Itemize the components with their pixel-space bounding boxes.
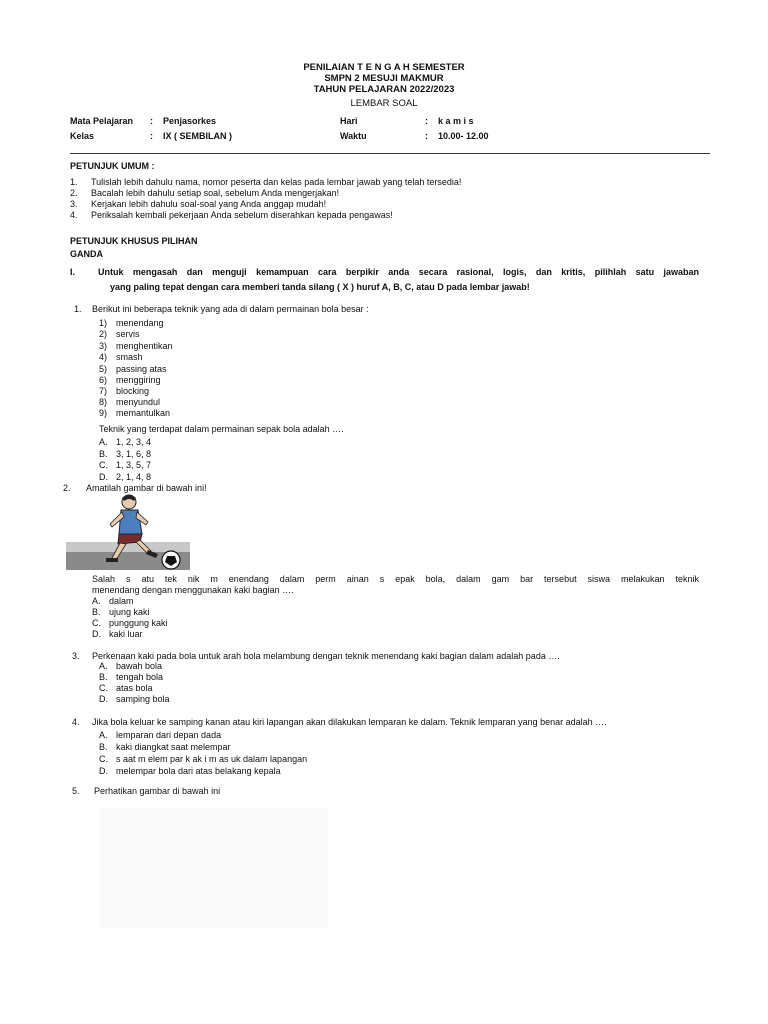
option-text: 3, 1, 6, 8 xyxy=(116,449,152,459)
class-colon: : xyxy=(150,131,153,141)
list-item: smash xyxy=(116,352,143,362)
question-text: Perkenaan kaki pada bola untuk arah bola melambung dengan teknik menendang kaki bagian dalam adalah pada …. xyxy=(92,651,560,661)
list-item: passing atas xyxy=(116,364,167,374)
question-number: 5. xyxy=(72,786,80,796)
option-letter: B. xyxy=(92,607,101,617)
specific-instructions-heading: PETUNJUK KHUSUS PILIHAN xyxy=(70,236,198,246)
time-colon: : xyxy=(425,131,428,141)
day-value: k a m i s xyxy=(438,116,474,126)
option-text: kaki diangkat saat melempar xyxy=(116,742,231,752)
question-text: Amatilah gambar di bawah ini! xyxy=(86,483,207,493)
option-text: dalam xyxy=(109,596,134,606)
option-text: kaki luar xyxy=(109,629,143,639)
list-number: 7) xyxy=(99,386,108,396)
list-number: 5) xyxy=(99,364,108,374)
player-back-shoe xyxy=(106,558,118,562)
option-text: samping bola xyxy=(116,694,170,704)
option-letter: D. xyxy=(99,766,108,776)
day-label: Hari xyxy=(340,116,358,126)
list-number: 2) xyxy=(99,329,108,339)
option-text: melempar bola dari atas belakang kepala xyxy=(116,766,281,776)
image-placeholder xyxy=(100,808,328,928)
option-letter: D. xyxy=(99,694,108,704)
option-letter: C. xyxy=(92,618,101,628)
option-letter: A. xyxy=(99,661,108,671)
question-stem-line2: menendang dengan menggunakan kaki bagian …. xyxy=(92,585,294,595)
option-text: 1, 2, 3, 4 xyxy=(116,437,152,447)
question-number: 1. xyxy=(74,304,82,314)
header-divider xyxy=(70,153,710,154)
option-text: lemparan dari depan dada xyxy=(116,730,222,740)
soccer-kick-illustration xyxy=(66,492,190,576)
instruction-text: Kerjakan lebih dahulu soal-soal yang Anda anggap mudah! xyxy=(91,199,327,209)
list-number: 9) xyxy=(99,408,108,418)
instruction-text: Periksalah kembali pekerjaan Anda sebelum diserahkan kepada pengawas! xyxy=(91,210,393,220)
option-text: punggung kaki xyxy=(109,618,168,628)
option-text: s aat m elem par k ak i m as uk dalam lapangan xyxy=(116,754,308,764)
instruction-text: Tulislah lebih dahulu nama, nomor peserta dan kelas pada lembar jawab yang telah tersedia! xyxy=(91,177,462,187)
subject-label: Mata Pelajaran xyxy=(70,116,134,126)
question-text: Berikut ini beberapa teknik yang ada di dalam permainan bola besar : xyxy=(92,304,369,314)
option-letter: D. xyxy=(99,472,108,482)
section-instruction-line1: Untuk mengasah dan menguji kemampuan cara berpikir anda secara rasional, logis, dan kritis, pilihlah satu jawaban xyxy=(98,267,699,277)
option-letter: B. xyxy=(99,742,108,752)
class-label: Kelas xyxy=(70,131,95,141)
question-stem: Teknik yang terdapat dalam permainan sepak bola adalah …. xyxy=(99,424,344,434)
question-number: 4. xyxy=(72,717,80,727)
class-value: IX ( SEMBILAN ) xyxy=(163,131,232,141)
option-text: 2, 1, 4, 8 xyxy=(116,472,152,482)
instruction-num: 4. xyxy=(70,210,78,220)
question-number: 3. xyxy=(72,651,80,661)
option-letter: C. xyxy=(99,683,108,693)
question-text: Perhatikan gambar di bawah ini xyxy=(94,786,221,796)
option-text: 1, 3, 5, 7 xyxy=(116,460,152,470)
option-letter: D. xyxy=(92,629,101,639)
option-letter: A. xyxy=(99,730,108,740)
subject-value: Penjasorkes xyxy=(163,116,217,126)
section-roman-numeral: I. xyxy=(70,267,76,277)
option-letter: C. xyxy=(99,754,108,764)
general-instructions-heading: PETUNJUK UMUM : xyxy=(70,161,155,171)
list-item: blocking xyxy=(116,386,150,396)
option-letter: A. xyxy=(92,596,101,606)
sheet-label: LEMBAR SOAL xyxy=(350,98,418,109)
section-instruction-line2: yang paling tepat dengan cara memberi tanda silang ( X ) huruf A, B, C, atau D pada lembar jawab! xyxy=(110,282,530,292)
list-item: menendang xyxy=(116,318,164,328)
list-item: menghentikan xyxy=(116,341,173,351)
list-item: menggiring xyxy=(116,375,161,385)
list-number: 8) xyxy=(99,397,108,407)
instruction-num: 2. xyxy=(70,188,78,198)
option-letter: B. xyxy=(99,672,108,682)
exam-title: PENILAIAN T E N G A H SEMESTER xyxy=(303,62,465,73)
instruction-num: 1. xyxy=(70,177,78,187)
list-number: 1) xyxy=(99,318,108,328)
question-number: 2. xyxy=(63,483,71,493)
list-item: servis xyxy=(116,329,140,339)
list-item: memantulkan xyxy=(116,408,171,418)
specific-instructions-heading-2: GANDA xyxy=(70,249,103,259)
option-letter: B. xyxy=(99,449,108,459)
time-value: 10.00- 12.00 xyxy=(438,131,489,141)
day-colon: : xyxy=(425,116,428,126)
list-item: menyundul xyxy=(116,397,161,407)
option-text: bawah bola xyxy=(116,661,163,671)
subject-colon: : xyxy=(150,116,153,126)
option-text: ujung kaki xyxy=(109,607,150,617)
question-text: Jika bola keluar ke samping kanan atau kiri lapangan akan dilakukan lemparan ke dalam. Teknik lemparan yang benar adalah …. xyxy=(92,717,607,727)
instruction-text: Bacalah lebih dahulu setiap soal, sebelum Anda mengerjakan! xyxy=(91,188,340,198)
list-number: 4) xyxy=(99,352,108,362)
question-stem-line1: Salah s atu tek nik m enendang dalam perm ainan s epak bola, dalam gam bar tersebut siswa melakukan teknik xyxy=(92,574,699,584)
list-number: 3) xyxy=(99,341,108,351)
option-letter: A. xyxy=(99,437,108,447)
school-name: SMPN 2 MESUJI MAKMUR xyxy=(324,73,444,84)
list-number: 6) xyxy=(99,375,108,385)
option-letter: C. xyxy=(99,460,108,470)
option-text: atas bola xyxy=(116,683,153,693)
option-text: tengah bola xyxy=(116,672,164,682)
academic-year: TAHUN PELAJARAN 2022/2023 xyxy=(313,84,455,95)
instruction-num: 3. xyxy=(70,199,78,209)
time-label: Waktu xyxy=(340,131,367,141)
